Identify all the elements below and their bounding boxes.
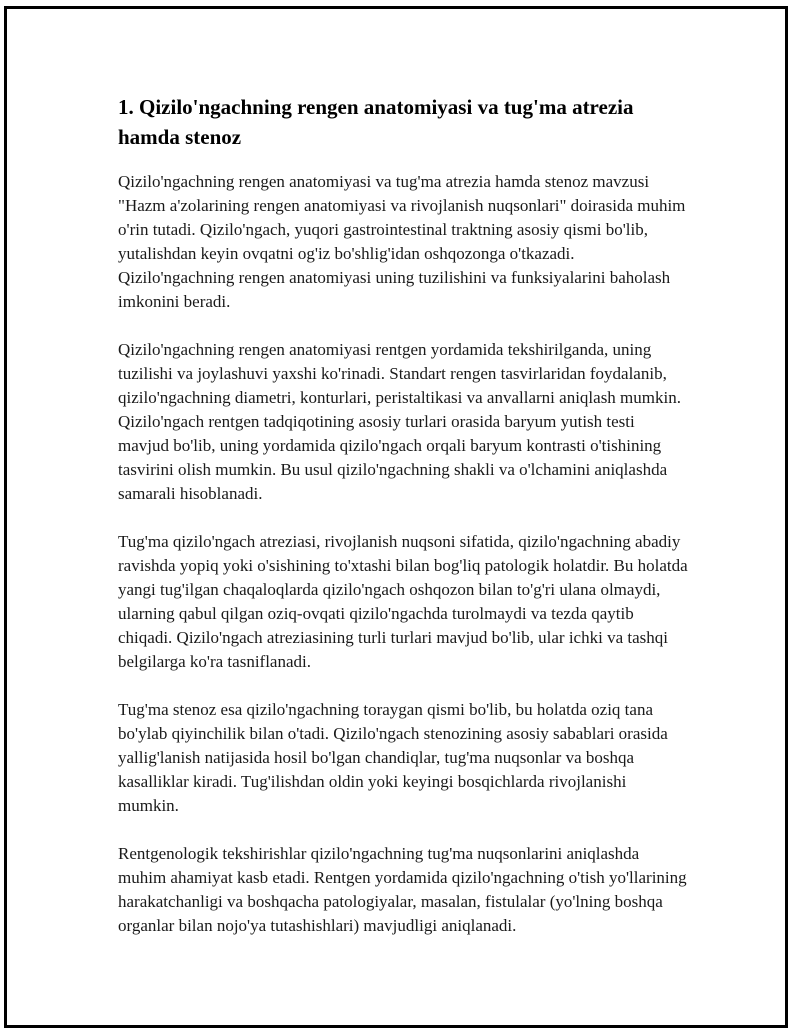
- paragraph-3: Tug'ma qizilo'ngach atreziasi, rivojlanish nuqsoni sifatida, qizilo'ngachning abadiy ravishda yopiq yoki o'sishining to'xtashi bilan bog'liq patologik holatdir. Bu holatda yangi tug'ilgan chaqaloqlarda qizilo'ngach oshqozon bilan to'g'ri ulana olmaydi, ularning qabul qilgan oziq-ovqati qizilo'ngachda turolmaydi va tezda qaytib chiqadi. Qizilo'ngach atreziasining turli turlari mavjud bo'lib, ular ichki va tashqi belgilarga ko'ra tasniflanadi.: [118, 532, 688, 671]
- document-body: [118, 92, 688, 938]
- paragraph-2: Qizilo'ngachning rengen anatomiyasi rentgen yordamida tekshirilganda, uning tuzilishi va joylashuvi yaxshi ko'rinadi. Standart rengen tasvirlaridan foydalanib, qizilo'ngachning diametri, konturlari, peristaltikasi va anvallarni aniqlash mumkin. Qizilo'ngach rentgen tadqiqotining asosiy turlari orasida baryum yutish testi mavjud bo'lib, uning yordamida qizilo'ngach orqali baryum kontrasti o'tishining tasvirini olish mumkin. Bu usul qizilo'ngachning shakli va o'lchamini aniqlashda samarali hisoblanadi.: [118, 340, 681, 503]
- paragraph-4: Tug'ma stenoz esa qizilo'ngachning toraygan qismi bo'lib, bu holatda oziq tana bo'ylab qiyinchilik bilan o'tadi. Qizilo'ngach stenozining asosiy sabablari orasida yallig'lanish natijasida hosil bo'lgan chandiqlar, tug'ma nuqsonlar va boshqa kasalliklar kiradi. Tug'ilishdan oldin yoki keyingi bosqichlarda rivojlanishi mumkin.: [118, 700, 668, 815]
- paragraph-5: Rentgenologik tekshirishlar qizilo'ngachning tug'ma nuqsonlarini aniqlashda muhim ahamiyat kasb etadi. Rentgen yordamida qizilo'ngachning o'tish yo'llarining harakatchanligi va boshqacha patologiyalar, masalan, fistulalar (yo'lning boshqa organlar bilan nojo'ya tutashishlari) mavjudligi aniqlanadi.: [118, 844, 687, 935]
- document-title: 1. Qizilo'ngachning rengen anatomiyasi va tug'ma atrezia hamda stenoz: [118, 95, 634, 149]
- paragraph-1: Qizilo'ngachning rengen anatomiyasi va tug'ma atrezia hamda stenoz mavzusi "Hazm a'zolarining rengen anatomiyasi va rivojlanish nuqsonlari" doirasida muhim o'rin tutadi. Qizilo'ngach, yuqori gastrointestinal traktning asosiy qismi bo'lib, yutalishdan keyin ovqatni og'iz bo'shlig'idan oshqozonga o'tkazadi. Qizilo'ngachning rengen anatomiyasi uning tuzilishini va funksiyalarini baholash imkonini beradi.: [118, 172, 686, 311]
